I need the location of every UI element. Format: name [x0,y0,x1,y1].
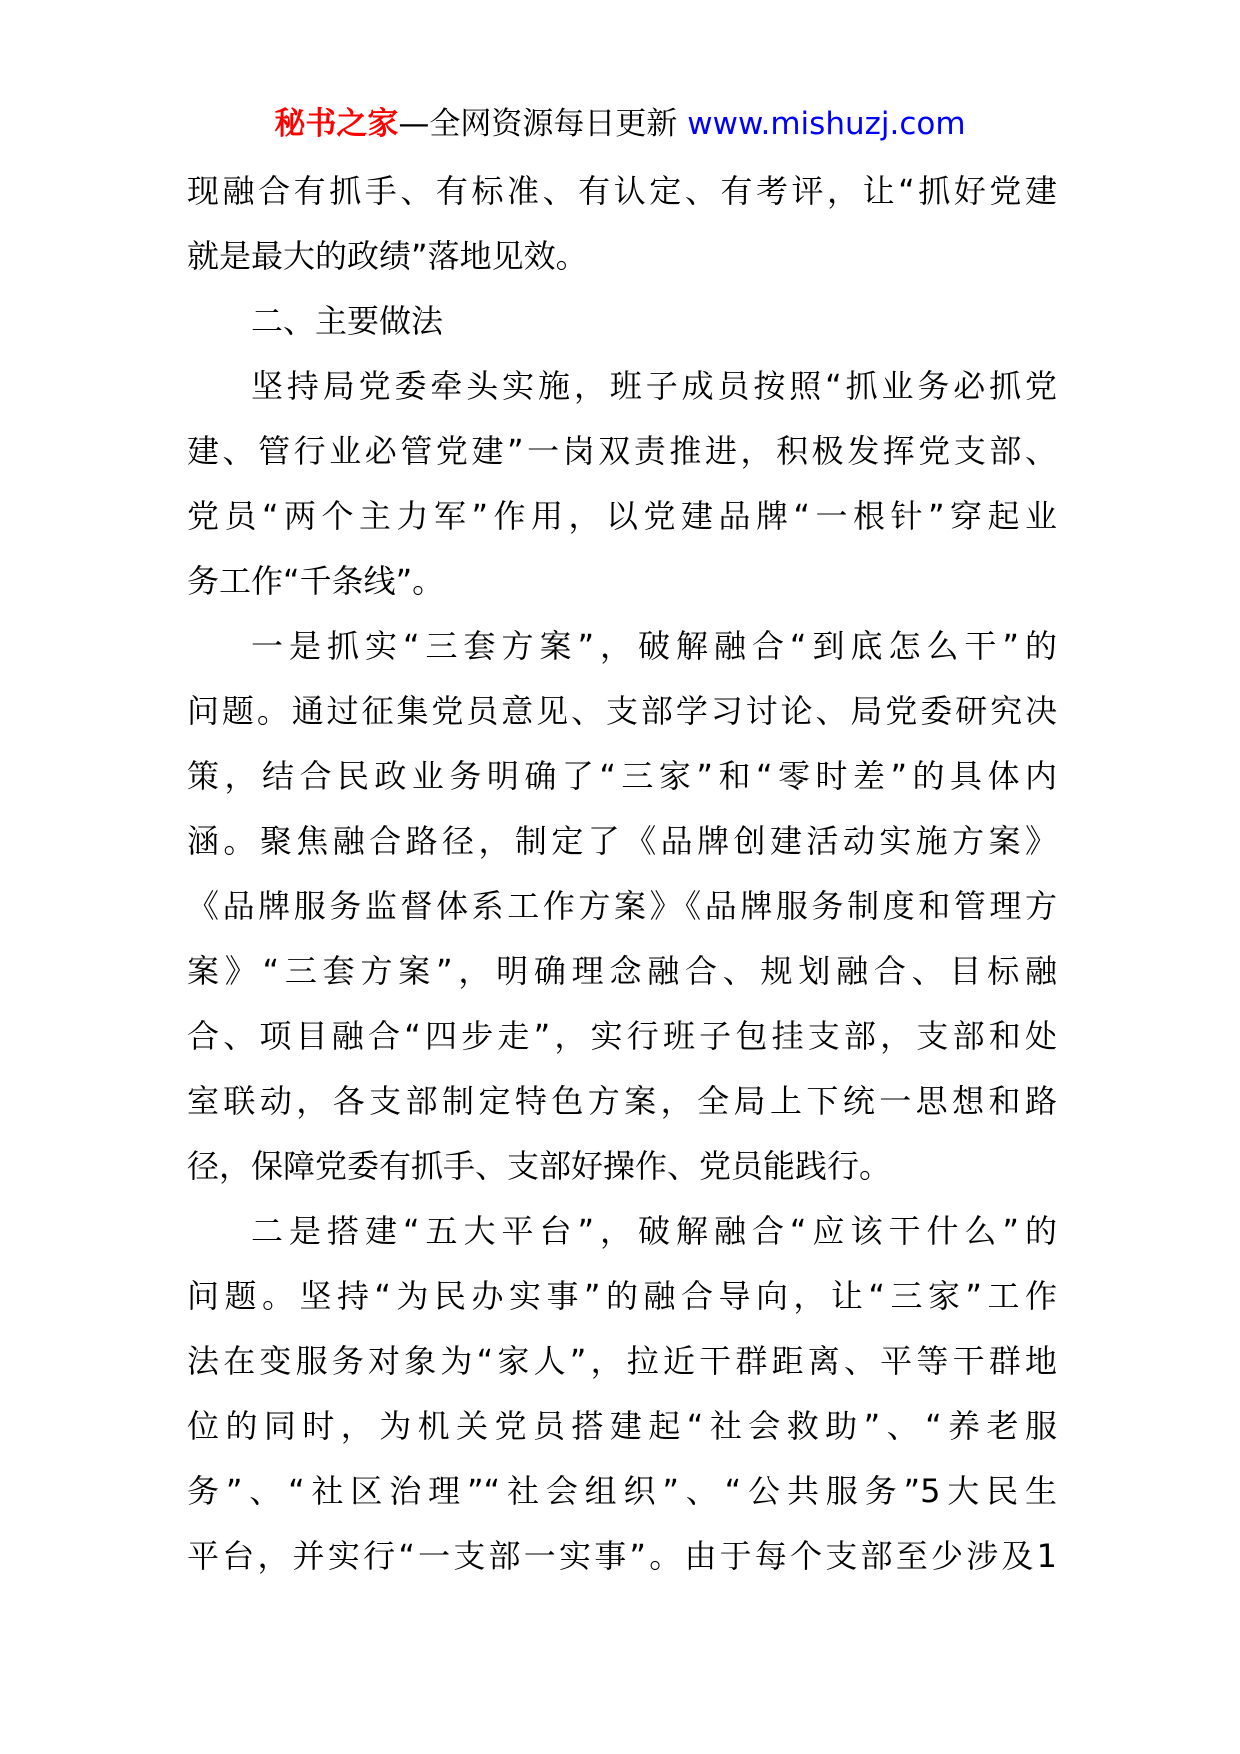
text-line: 《品牌服务监督体系工作方案》《品牌服务制度和管理方 [187,887,1057,925]
text-line: 策，结合民政业务明确了“三家”和“零时差”的具体内 [187,757,1057,795]
text-line: 务工作“千条线”。 [187,562,445,600]
text-line: 党员“两个主力军”作用，以党建品牌“一根针”穿起业 [187,497,1057,535]
text-line: 径，保障党委有抓手、支部好操作、党员能践行。 [187,1147,892,1185]
text-line: 合、项目融合“四步走”，实行班子包挂支部，支部和处 [187,1017,1057,1055]
text-line: 务”、“社区治理”“社会组织”、“公共服务”5大民生 [187,1472,1057,1510]
text-line: 建、管行业必管党建”一岗双责推进，积极发挥党支部、 [187,432,1057,470]
watermark-header [0,98,1240,150]
text-line: 法在变服务对象为“家人”，拉近干群距离、平等干群地 [187,1342,1057,1380]
document-body [187,159,1057,1589]
text-line: 涵。聚焦融合路径，制定了《品牌创建活动实施方案》 [187,822,1057,860]
text-line: 二是搭建“五大平台”，破解融合“应该干什么”的 [251,1212,1057,1250]
header-tagline: —全网资源每日更新 [398,106,678,142]
section-heading: 二、主要做法 [251,302,444,340]
text-line: 问题。通过征集党员意见、支部学习讨论、局党委研究决 [187,692,1057,730]
text-line: 问题。坚持“为民办实事”的融合导向，让“三家”工作 [187,1277,1057,1315]
text-line: 现融合有抓手、有标准、有认定、有考评，让“抓好党建 [187,172,1057,210]
brand-name: 秘书之家 [274,106,399,142]
text-line: 案》“三套方案”，明确理念融合、规划融合、目标融 [187,952,1057,990]
text-line: 位的同时，为机关党员搭建起“社会救助”、“养老服 [187,1407,1057,1445]
text-line: 就是最大的政绩”落地见效。 [187,237,588,275]
text-line: 室联动，各支部制定特色方案，全局上下统一思想和路 [187,1082,1057,1120]
text-line: 坚持局党委牵头实施，班子成员按照“抓业务必抓党 [251,367,1057,405]
site-url: www.mishuzj.com [687,106,966,142]
text-line: 一是抓实“三套方案”，破解融合“到底怎么干”的 [251,627,1057,665]
text-line: 平台，并实行“一支部一实事”。由于每个支部至少涉及1 [187,1537,1057,1575]
